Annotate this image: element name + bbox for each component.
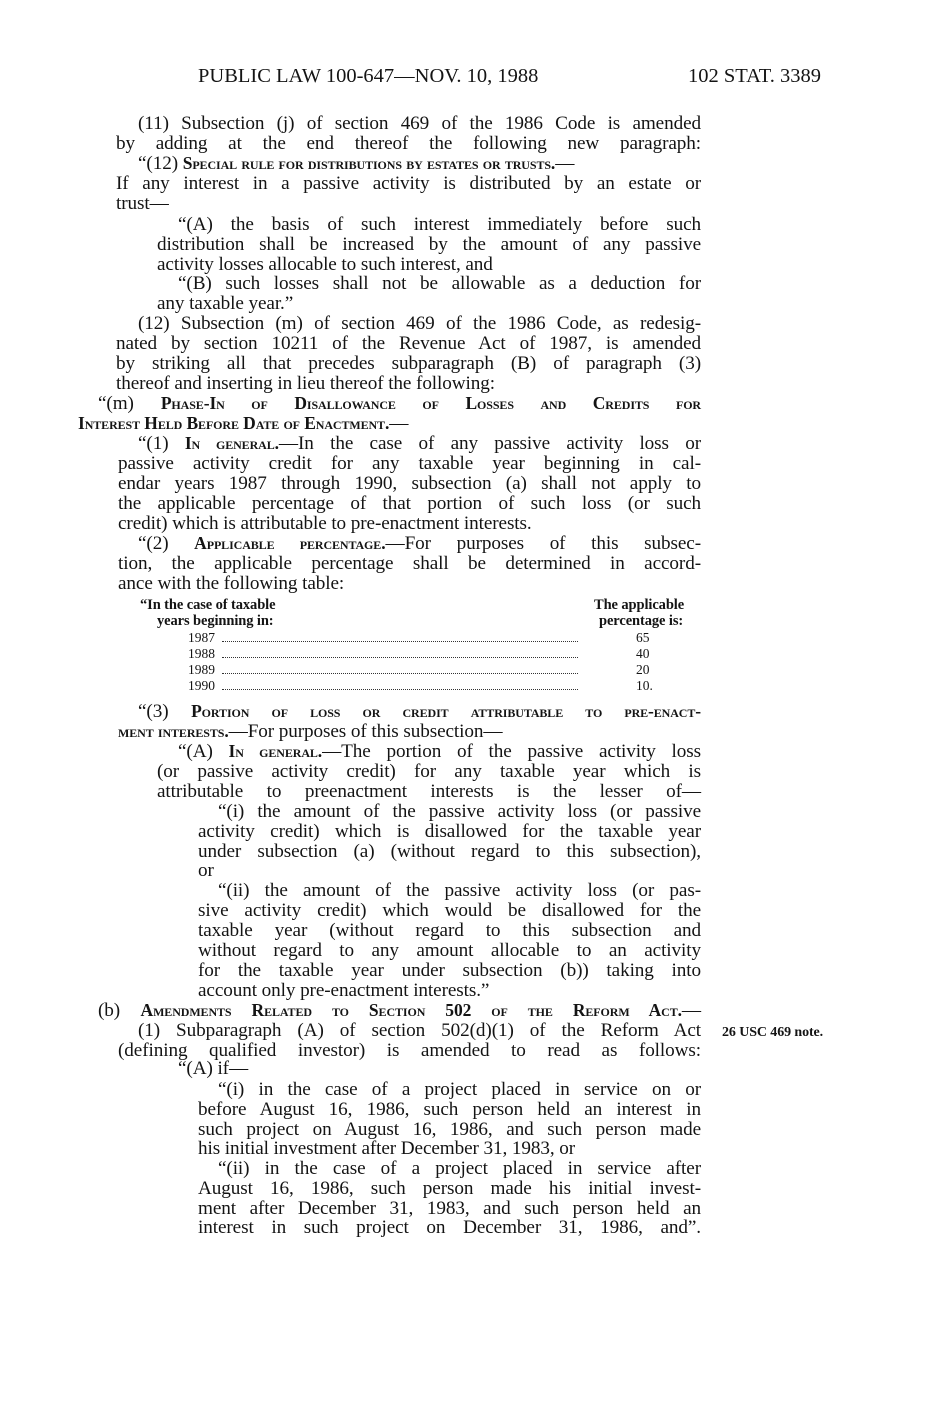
m3-caption-2: ment interests. [118, 721, 229, 741]
m-heading-dash: — [389, 413, 409, 434]
p11-heading-open: “(12) [138, 153, 183, 174]
p11-b-line-1: “(B) such losses shall not be allowable as a deduction for [178, 273, 701, 294]
p11-line-2: by adding at the end thereof the following new paragraph: [116, 133, 701, 154]
table-year: 1988 [188, 646, 215, 661]
m2-rest: —For purposes of this subsec- [385, 533, 701, 554]
m1-line-5: credit) which is attributable to pre-enactment interests. [118, 513, 532, 534]
p11-line-1: (11) Subsection (j) of section 469 of the 1986 Code is amended [138, 113, 701, 134]
m3-a-line-2: (or passive activity credit) for any taxable year which is [157, 761, 701, 782]
page-header-stat: 102 STAT. 3389 [688, 65, 821, 87]
table-leader-dots [222, 673, 578, 674]
table-leader-dots [222, 657, 578, 658]
b-caption: Amendments Related to Section 502 of the Reform Act. [140, 1000, 682, 1020]
m2-line-1 [138, 533, 701, 554]
m-heading-caption-2: Interest Held Before Date of Enactment. [78, 413, 390, 433]
p11-heading-12 [138, 153, 574, 174]
table-percentage: 10. [636, 678, 653, 693]
table-percentage: 65 [636, 630, 650, 645]
table-year: 1987 [188, 630, 215, 645]
subsection-m-heading [98, 393, 701, 414]
m3-ii-line-2: sive activity credit) which would be disallowed for the [198, 900, 701, 921]
m3-ii-line-5: for the taxable year under subsection (b)) taking into [198, 960, 701, 981]
table-year: 1990 [188, 678, 215, 693]
p11-a-line-1: “(A) the basis of such interest immediately before such [178, 214, 701, 235]
p12-line-1: (12) Subsection (m) of section 469 of the 1986 Code, as redesig- [138, 313, 701, 334]
b-ii-line-1: “(ii) in the case of a project placed in service after [218, 1158, 701, 1179]
m1-line-4: the applicable percentage of that portion of such loss (or such [118, 493, 701, 514]
m1-line-1 [138, 433, 701, 454]
m2-line-2: tion, the applicable percentage shall be determined in accord- [118, 553, 701, 574]
m3-i-line-2: activity credit) which is disallowed for the taxable year [198, 821, 701, 842]
m-heading-caption-1: Phase-In of Disallowance of Losses and Credits for [160, 393, 701, 413]
m-heading-open: “(m) [98, 393, 161, 414]
m3-a-rest: —The portion of the passive activity loss [322, 741, 701, 762]
usc-margin-note: 26 USC 469 note. [722, 1025, 824, 1040]
m3-ii-line-1: “(ii) the amount of the passive activity loss (or pas- [218, 880, 701, 901]
m2-caption: Applicable percentage. [194, 533, 386, 553]
b-i-line-2: before August 16, 1986, such person held an interest in [198, 1099, 701, 1120]
m1-open: “(1) [138, 433, 185, 454]
m1-line-2: passive activity credit for any taxable year beginning in cal- [118, 453, 701, 474]
table-head-right-1: The applicable [594, 597, 685, 613]
m3-a-open: “(A) [178, 741, 229, 762]
table-head-right-2: percentage is: [599, 613, 684, 629]
m3-ii-line-3: taxable year (without regard to this subsection and [198, 920, 701, 941]
b-i-line-3: such project on August 16, 1986, and such person made [198, 1119, 701, 1140]
m3-open: “(3) [138, 701, 192, 722]
b-dash: — [681, 1000, 701, 1021]
m3-a-line-3: attributable to preenactment interests is the lesser of— [157, 781, 701, 802]
p11-b-line-2: any taxable year.” [157, 293, 294, 314]
m2-open: “(2) [138, 533, 195, 554]
m3-caption-1: Portion of loss or credit attributable to pre-enact- [191, 701, 701, 721]
b-i-line-1: “(i) in the case of a project placed in service on or [218, 1079, 701, 1100]
m3-i-line-4: or [198, 860, 214, 881]
p11-heading-dash: — [555, 153, 575, 174]
m3-a-line-1 [178, 741, 701, 762]
p11-line-4: If any interest in a passive activity is distributed by an estate or [116, 173, 701, 194]
page-header-title: PUBLIC LAW 100-647—NOV. 10, 1988 [198, 65, 539, 87]
table-percentage: 40 [636, 646, 650, 661]
table-year: 1989 [188, 662, 215, 677]
b-line-2: (1) Subparagraph (A) of section 502(d)(1) of the Reform Act [138, 1020, 701, 1041]
b-ii-line-3: ment after December 31, 1983, and such person held an [198, 1198, 701, 1219]
m1-line-3: endar years 1987 through 1990, subsection (a) shall not apply to [118, 473, 701, 494]
table-leader-dots [222, 689, 578, 690]
b-i-line-4: his initial investment after December 31, 1983, or [198, 1138, 576, 1159]
m3-ii-line-4: without regard to any amount allocable to an activity [198, 940, 701, 961]
m1-rest: —In the case of any passive activity loss or [278, 433, 701, 454]
p12-line-3: by striking all that precedes subparagraph (B) of paragraph (3) [116, 353, 701, 374]
b-line-3: (defining qualified investor) is amended to read as follows: [118, 1040, 701, 1061]
p11-heading-caption: Special rule for distributions by estates or trusts. [182, 153, 556, 173]
table-head-left-1: “In the case of taxable [140, 597, 276, 613]
p11-line-5: trust— [116, 193, 169, 214]
subsection-m-heading-2 [78, 413, 408, 434]
table-leader-dots [222, 641, 578, 642]
b-line-4: “(A) if— [178, 1058, 249, 1079]
m3-a-caption: In general. [228, 741, 323, 761]
m3-heading-1 [138, 701, 701, 722]
p12-line-2: nated by section 10211 of the Revenue Act of 1987, is amended [116, 333, 701, 354]
table-head-left-2: years beginning in: [157, 613, 274, 629]
subsection-b-heading [98, 1000, 701, 1021]
b-ii-line-2: August 16, 1986, such person made his initial invest- [198, 1178, 701, 1199]
m1-caption: In general. [184, 433, 279, 453]
b-ii-line-4: interest in such project on December 31, 1986, and”. [198, 1217, 701, 1238]
p11-a-line-2: distribution shall be increased by the amount of any passive [157, 234, 701, 255]
m3-i-line-3: under subsection (a) (without regard to this subsection), [198, 841, 701, 862]
m3-rest: —For purposes of this subsection— [228, 721, 503, 742]
table-percentage: 20 [636, 662, 650, 677]
b-open: (b) [98, 1000, 141, 1021]
p11-a-line-3: activity losses allocable to such interest, and [157, 254, 493, 275]
m3-i-line-1: “(i) the amount of the passive activity loss (or passive [218, 801, 701, 822]
m2-line-3: ance with the following table: [118, 573, 345, 594]
m3-ii-line-6: account only pre-enactment interests.” [198, 980, 490, 1001]
m3-heading-2 [118, 721, 502, 742]
p12-line-4: thereof and inserting in lieu thereof the following: [116, 373, 495, 394]
